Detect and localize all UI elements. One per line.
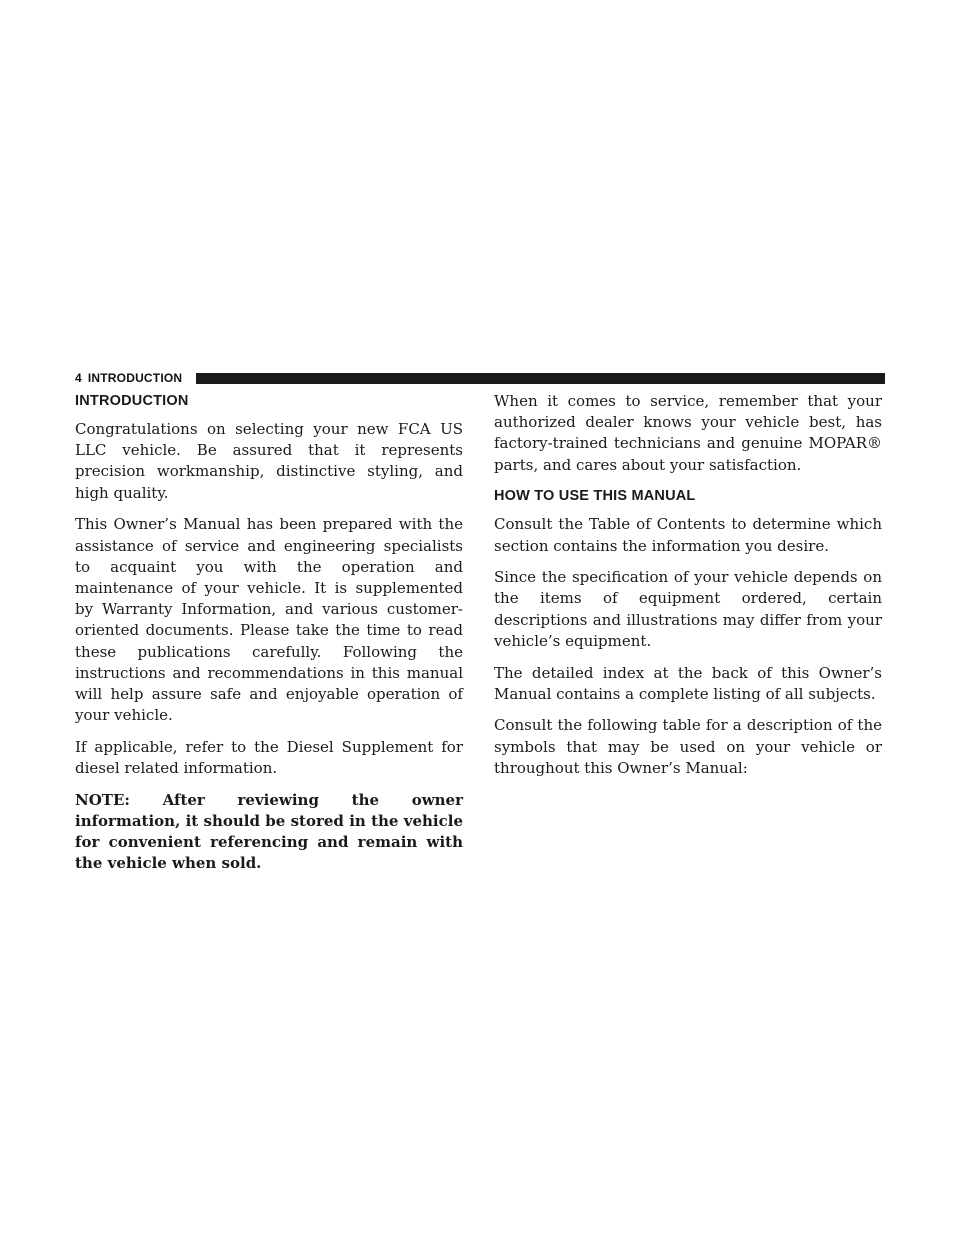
note-paragraph: NOTE: After reviewing the owner information, it should be stored in the vehicle for convenient referencing and remain with the vehicle when sold. bbox=[75, 790, 463, 873]
paragraph: The detailed index at the back of this Owner’s Manual contains a complete listing of all subjects. bbox=[494, 663, 882, 703]
paragraph: If applicable, refer to the Diesel Supplement for diesel related information. bbox=[75, 737, 463, 778]
header-rule bbox=[196, 373, 885, 384]
paragraph: Consult the Table of Contents to determine which section contains the information you desire. bbox=[494, 515, 882, 555]
page-header bbox=[75, 371, 885, 385]
page-number: 4 bbox=[75, 371, 82, 385]
section-title: INTRODUCTION bbox=[87, 371, 183, 385]
right-column bbox=[494, 391, 882, 790]
introduction-heading: INTRODUCTION bbox=[75, 393, 189, 409]
paragraph: This Owner’s Manual has been prepared with the assistance of service and engineering specialists to acquaint you with the operation and maintenance of your vehicle. It is supplemented by Warranty Information, and various customer-oriented documents. Please take the time to read these publications carefully. Following the instructions and recommendations in this manual will help assure safe and enjoyable operation of your vehicle. bbox=[75, 515, 463, 725]
header-text bbox=[75, 371, 188, 385]
how-to-use-heading: HOW TO USE THIS MANUAL bbox=[494, 488, 696, 505]
paragraph: Congratulations on selecting your new FCA US LLC vehicle. Be assured that it represents precision workmanship, distinctive styling, and high quality. bbox=[75, 420, 463, 502]
paragraph: Since the specification of your vehicle depends on the items of equipment ordered, certain descriptions and illustrations may differ from your vehicle’s equipment. bbox=[494, 568, 882, 650]
left-column bbox=[75, 391, 463, 885]
paragraph: When it comes to service, remember that your authorized dealer knows your vehicle best, has factory-trained technicians and genuine MOPAR® parts, and cares about your satisfaction. bbox=[494, 392, 882, 474]
paragraph: Consult the following table for a description of the symbols that may be used on your vehicle or throughout this Owner’s Manual: bbox=[494, 716, 882, 777]
